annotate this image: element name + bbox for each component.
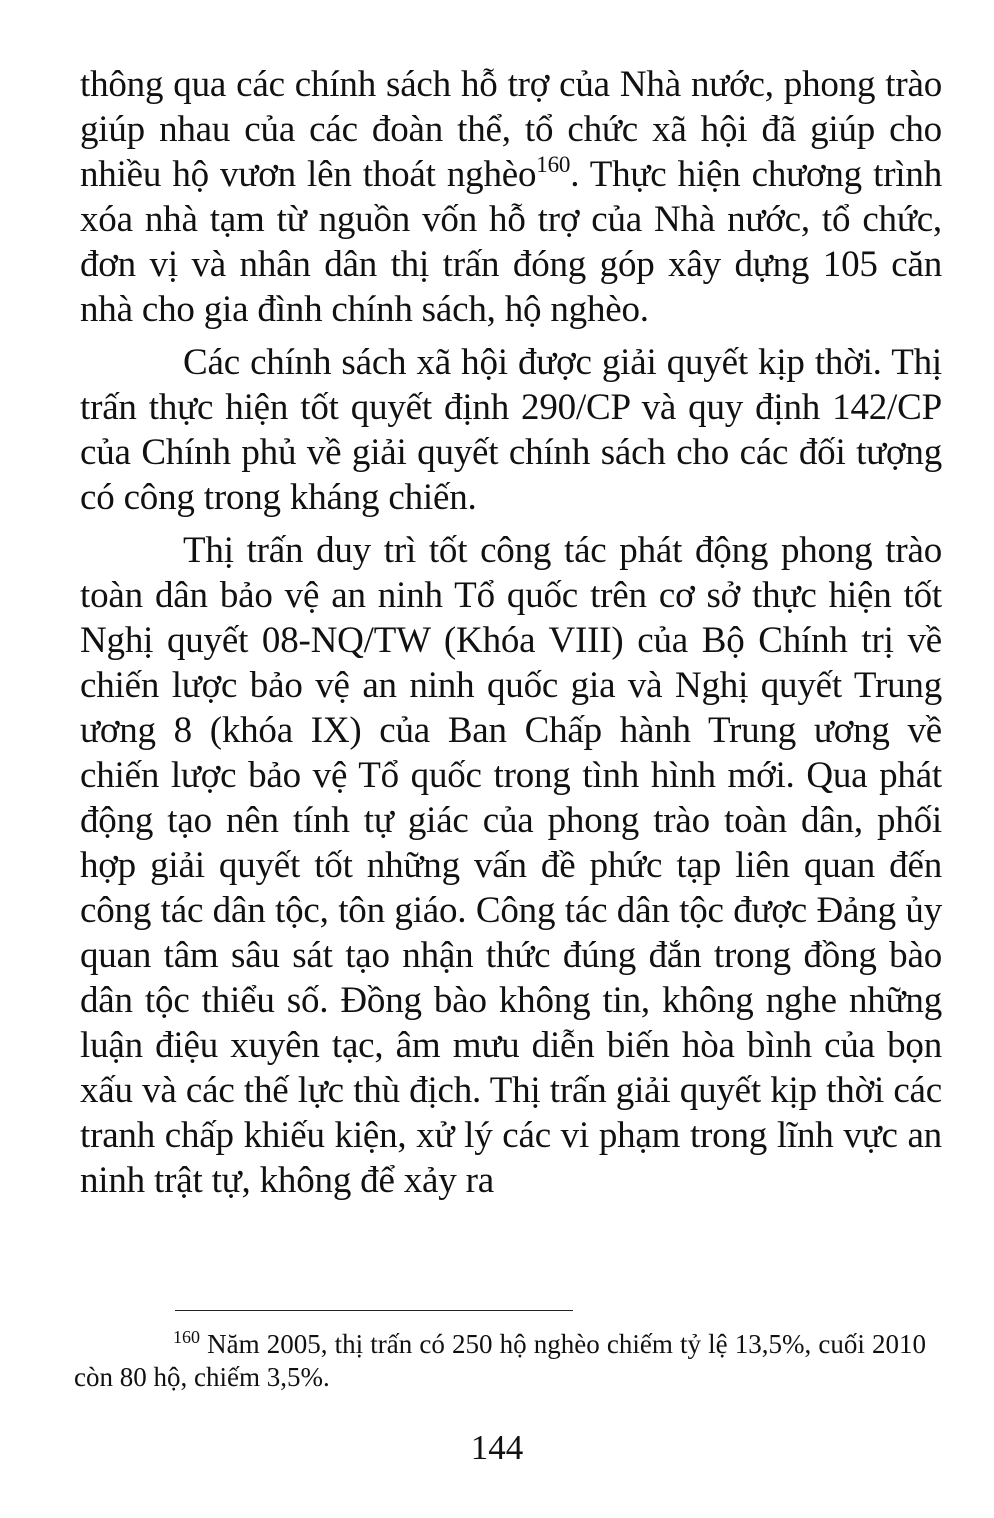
paragraph-1-text: thông qua các chính sách hỗ trợ của Nhà nước, phong trào giúp nhau của các đoàn thể, tổ chức xã hội đã giúp cho nhiều hộ vươn lên thoát nghèo xyxy=(80,64,942,195)
paragraph-1 xyxy=(80,62,942,332)
page-number: 144 xyxy=(470,1428,524,1467)
footnote-number: 160 xyxy=(173,1327,200,1347)
paragraph-3: Thị trấn duy trì tốt công tác phát động phong trào toàn dân bảo vệ an ninh Tổ quốc trên cơ sở thực hiện tốt Nghị quyết 08-NQ/TW (Khóa VIII) của Bộ Chính trị về chiến lược bảo vệ an ninh quốc gia và Nghị quyết Trung ương 8 (khóa IX) của Ban Chấp hành Trung ương về chiến lược bảo vệ Tổ quốc trong tình hình mới. Qua phát động tạo nên tính tự giác của phong trào toàn dân, phối hợp giải quyết tốt những vấn đề phức tạp liên quan đến công tác dân tộc, tôn giáo. Công tác dân tộc được Đảng ủy quan tâm sâu sát tạo nhận thức đúng đắn trong đồng bào dân tộc thiểu số. Đồng bào không tin, không nghe những luận điệu xuyên tạc, âm mưu diễn biến hòa bình của bọn xấu và các thế lực thù địch. Thị trấn giải quyết kịp thời các tranh chấp khiếu kiện, xử lý các vi phạm trong lĩnh vực an ninh trật tự, không để xảy ra xyxy=(80,530,942,1201)
page-body xyxy=(80,62,942,1203)
paragraph-2: Các chính sách xã hội được giải quyết kịp thời. Thị trấn thực hiện tốt quyết định 290/CP và quy định 142/CP của Chính phủ về giải quyết chính sách cho các đối tượng có công trong kháng chiến. xyxy=(80,342,942,518)
body-text xyxy=(80,62,942,1203)
footnote-divider xyxy=(175,1310,573,1311)
footnote xyxy=(74,1328,926,1394)
footnote-reference[interactable]: 160 xyxy=(536,152,571,177)
footnote-text: Năm 2005, thị trấn có 250 hộ nghèo chiếm tỷ lệ 13,5%, cuối 2010 còn 80 hộ, chiếm 3,5%. xyxy=(74,1329,926,1392)
paragraph-1-continuation: . Thực hiện chương trình xóa nhà tạm từ nguồn vốn hỗ trợ của Nhà nước, tổ chức, đơn vị và nhân dân thị trấn đóng góp xây dựng 105 căn nhà cho gia đình chính sách, hộ nghèo. xyxy=(80,154,942,330)
